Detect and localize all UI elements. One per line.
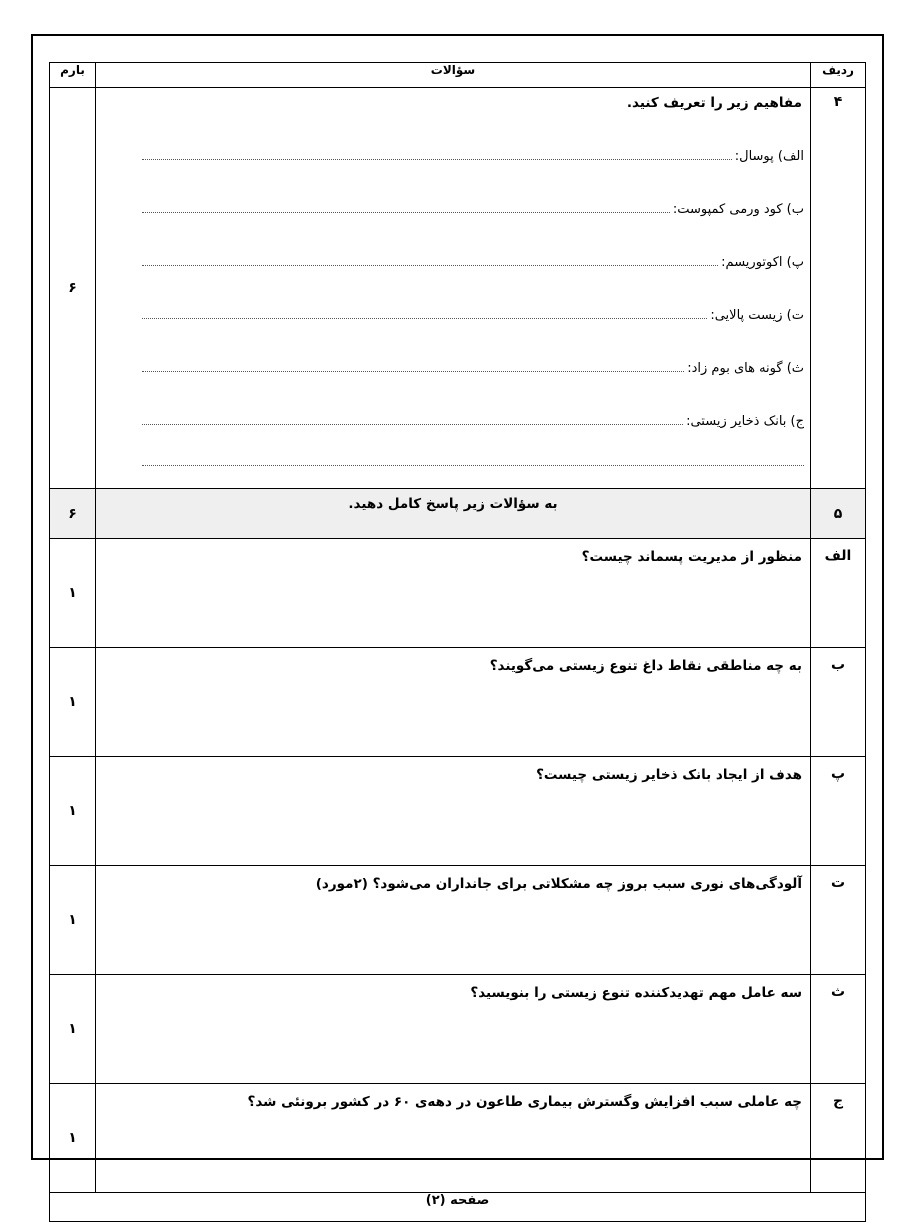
answer-area[interactable] [96, 1084, 811, 1193]
question-title: به سؤالات زیر پاسخ کامل دهید. [96, 489, 811, 539]
definition-label: پ) اکوتوریسم: [721, 255, 804, 270]
sub-question-label: ب [811, 648, 866, 757]
definition-item [142, 111, 804, 164]
page-footer [50, 1193, 866, 1222]
answer-area[interactable] [96, 757, 811, 866]
definition-item [142, 270, 804, 323]
definition-item [142, 217, 804, 270]
sub-question-text: سه عامل مهم تهدیدکننده تنوع زیستی را بنویسید؟ [470, 985, 802, 1001]
sub-question-score: ۱ [50, 648, 96, 757]
question-number: ۵ [811, 489, 866, 539]
row-header: ردیف [811, 63, 866, 88]
sub-question-label: الف [811, 539, 866, 648]
answer-area[interactable] [96, 539, 811, 648]
sub-question-score: ۱ [50, 539, 96, 648]
sub-question-row [50, 975, 866, 1084]
answer-line[interactable] [142, 159, 732, 160]
question-score: ۶ [50, 88, 96, 489]
sub-question-text: منظور از مدیریت پسماند چیست؟ [581, 549, 802, 565]
answer-line[interactable] [142, 212, 670, 213]
definition-item [142, 323, 804, 376]
answer-area[interactable] [96, 866, 811, 975]
definition-item [142, 376, 804, 429]
question-number: ۴ [811, 88, 866, 489]
answer-line[interactable] [142, 371, 684, 372]
questions-header: سؤالات [96, 63, 811, 88]
score-header: بارم [50, 63, 96, 88]
sub-question-score: ۱ [50, 1084, 96, 1193]
sub-question-label: ث [811, 975, 866, 1084]
page-number: صفحه (۲) [50, 1193, 866, 1222]
answer-line[interactable] [142, 429, 804, 466]
definition-list [96, 111, 810, 466]
answer-area[interactable] [96, 648, 811, 757]
definition-item [142, 164, 804, 217]
answer-line[interactable] [142, 318, 707, 319]
sub-question-row [50, 648, 866, 757]
sub-question-score: ۱ [50, 975, 96, 1084]
answer-line[interactable] [142, 265, 718, 266]
sub-question-text: چه عاملی سبب افزایش وگسترش بیماری طاعون در دهه‌ی ۶۰ در کشور برونئی شد؟ [247, 1094, 802, 1110]
sub-question-label: پ [811, 757, 866, 866]
sub-question-score: ۱ [50, 757, 96, 866]
question-score: ۶ [50, 489, 96, 539]
sub-question-row [50, 757, 866, 866]
question-title: مفاهیم زیر را تعریف کنید. [626, 95, 802, 111]
exam-table [49, 62, 866, 1222]
definition-label: ث) گونه های بوم زاد: [687, 361, 804, 376]
answer-line[interactable] [142, 424, 683, 425]
definition-label: ج) بانک ذخایر زیستی: [686, 414, 804, 429]
table-header [50, 63, 866, 88]
sub-question-text: به چه مناطقی نقاط داغ تنوع زیستی می‌گویند؟ [489, 658, 802, 674]
question-4-row [50, 88, 866, 489]
sub-question-row [50, 539, 866, 648]
sub-question-label: ج [811, 1084, 866, 1193]
sub-question-row [50, 1084, 866, 1193]
definition-label: الف) پوسال: [734, 149, 804, 164]
answer-area[interactable] [96, 975, 811, 1084]
sub-question-row [50, 866, 866, 975]
sub-question-score: ۱ [50, 866, 96, 975]
definition-label: ت) زیست پالایی: [710, 308, 804, 323]
definition-label: ب) کود ورمی کمپوست: [672, 202, 804, 217]
sub-question-text: آلودگی‌های نوری سبب بروز چه مشکلاتی برای جانداران می‌شود؟ (۲مورد) [315, 876, 802, 892]
question-4-body [96, 88, 811, 489]
question-5-header-row [50, 489, 866, 539]
sub-question-label: ت [811, 866, 866, 975]
sub-question-text: هدف از ایجاد بانک ذخایر زیستی چیست؟ [536, 767, 802, 783]
